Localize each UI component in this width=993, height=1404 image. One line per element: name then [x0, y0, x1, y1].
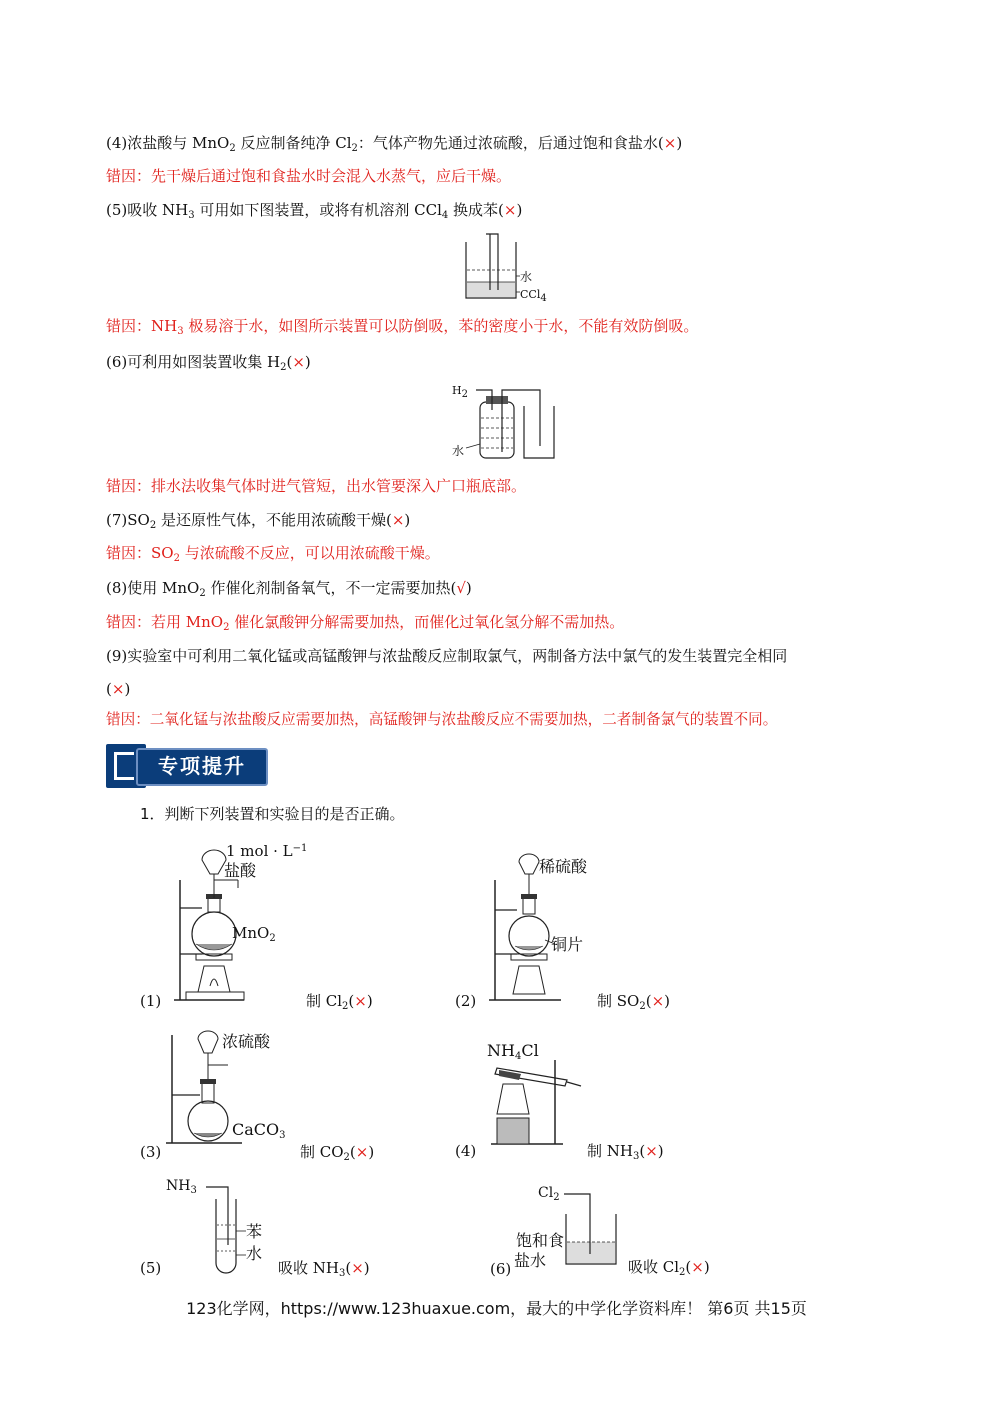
error-4: 错因：先干燥后通过饱和食盐水时会混入水蒸气，应后干燥。: [106, 167, 512, 185]
banner-title: 专项提升: [158, 754, 246, 778]
item-6: (6)可利用如图装置收集 $H_2(\times)$: [106, 353, 311, 373]
apparatus-4: [455, 1040, 715, 1165]
apparatus-number: (1): [140, 992, 162, 1010]
item-9: (9)实验室中可利用二氧化锰或高锰酸钾与浓盐酸反应制取氯气，两制备方法中氯气的发生装置完全相同: [106, 647, 788, 665]
page-footer: 123化学网，https://www.123huaxue.com，最大的中学化学资料库！ 第6页 共15页: [186, 1299, 807, 1318]
mark-wrong: ×: [111, 680, 125, 698]
beaker-figure-5: [458, 230, 558, 306]
apparatus-3: [140, 1025, 400, 1165]
apparatus-caption: 制 $NH_3(\times)$: [587, 1142, 664, 1162]
reagent-label: 1 mol · $L^{-1}$: [226, 842, 308, 860]
mark-wrong: ×: [292, 353, 305, 371]
apparatus-1: [140, 840, 400, 1010]
mark-wrong: ×: [663, 134, 677, 152]
apparatus-number: (2): [455, 992, 477, 1010]
error-5: 错因：$NH_3$ 极易溶于水，如图所示装置可以防倒吸，苯的密度小于水，不能有效防倒吸。: [106, 317, 699, 337]
apparatus-caption: 吸收 $NH_3(\times)$: [278, 1259, 370, 1279]
apparatus-caption: 吸收 $Cl_2(\times)$: [628, 1258, 710, 1278]
apparatus-caption: 制 $CO_2(\times)$: [300, 1143, 375, 1163]
gas-label: $Cl_2$: [538, 1185, 560, 1203]
solid-label: MnO$_2$: [232, 924, 276, 944]
item-9-mark: (×): [106, 680, 131, 698]
layer-label-1: 苯: [246, 1222, 263, 1241]
reagent-label-2: 盐酸: [224, 861, 257, 880]
mark-wrong: ×: [391, 511, 405, 529]
reagent-label: $NH_4Cl$: [487, 1041, 539, 1062]
apparatus-2: [455, 850, 715, 1010]
apparatus-caption: 制 $Cl_2(\times)$: [306, 992, 373, 1012]
apparatus-5: [140, 1175, 400, 1280]
mark-correct: √: [456, 579, 466, 597]
section-banner: [106, 744, 266, 788]
item-4: (4)浓盐酸与 MnO$_2$ 反应制备纯净 $Cl_2$：气体产物先通过浓硫酸，后通过饱和食盐水(×): [106, 134, 683, 154]
question-title: 1．判断下列装置和实验目的是否正确。: [140, 805, 405, 823]
layer-label-2: 水: [246, 1244, 263, 1263]
item-8: (8)使用 MnO$_2$ 作催化剂制备氧气，不一定需要加热(√): [106, 579, 472, 599]
apparatus-caption: 制 $SO_2(\times)$: [597, 992, 671, 1012]
error-7: 错因：$SO_2$ 与浓硫酸不反应，可以用浓硫酸干燥。: [106, 544, 440, 564]
liquid-label-1: 饱和食: [516, 1231, 565, 1250]
liquid-label-2: 盐水: [514, 1251, 547, 1270]
apparatus-number: (6): [490, 1260, 512, 1278]
item-5: (5)吸收 $NH_3$ 可用如下图装置，或将有机溶剂 CCl$_4$ 换成苯(×): [106, 201, 523, 221]
solid-label: 铜片: [551, 935, 584, 954]
label-ccl4: CCl$_4$: [520, 288, 547, 304]
reagent-label: 稀硫酸: [539, 857, 588, 876]
item-7: $(7)SO_2$ 是还原性气体，不能用浓硫酸干燥(×): [106, 511, 411, 531]
gas-label: $NH_3$: [166, 1178, 197, 1196]
error-8: 错因：若用 MnO$_2$ 催化氯酸钾分解需要加热，而催化过氧化氢分解不需加热。: [106, 613, 625, 633]
apparatus-number: (4): [455, 1142, 477, 1160]
label-water: 水: [452, 444, 465, 458]
apparatus-number: (5): [140, 1259, 162, 1277]
solid-label: CaCO$_3$: [232, 1120, 286, 1141]
error-6: 错因：排水法收集气体时进气管短，出水管要深入广口瓶底部。: [106, 477, 527, 495]
mark-wrong: ×: [503, 201, 517, 219]
label-h2: $H_2$: [452, 384, 468, 400]
label-water: 水: [520, 270, 533, 284]
gas-bottle-figure-6: [448, 380, 568, 464]
apparatus-number: (3): [140, 1143, 162, 1161]
reagent-label: 浓硫酸: [222, 1032, 271, 1051]
error-9: 错因：二氧化锰与浓盐酸反应需要加热，高锰酸钾与浓盐酸反应不需要加热，二者制备氯气的装置不同。: [106, 711, 778, 728]
apparatus-6: [490, 1180, 750, 1280]
